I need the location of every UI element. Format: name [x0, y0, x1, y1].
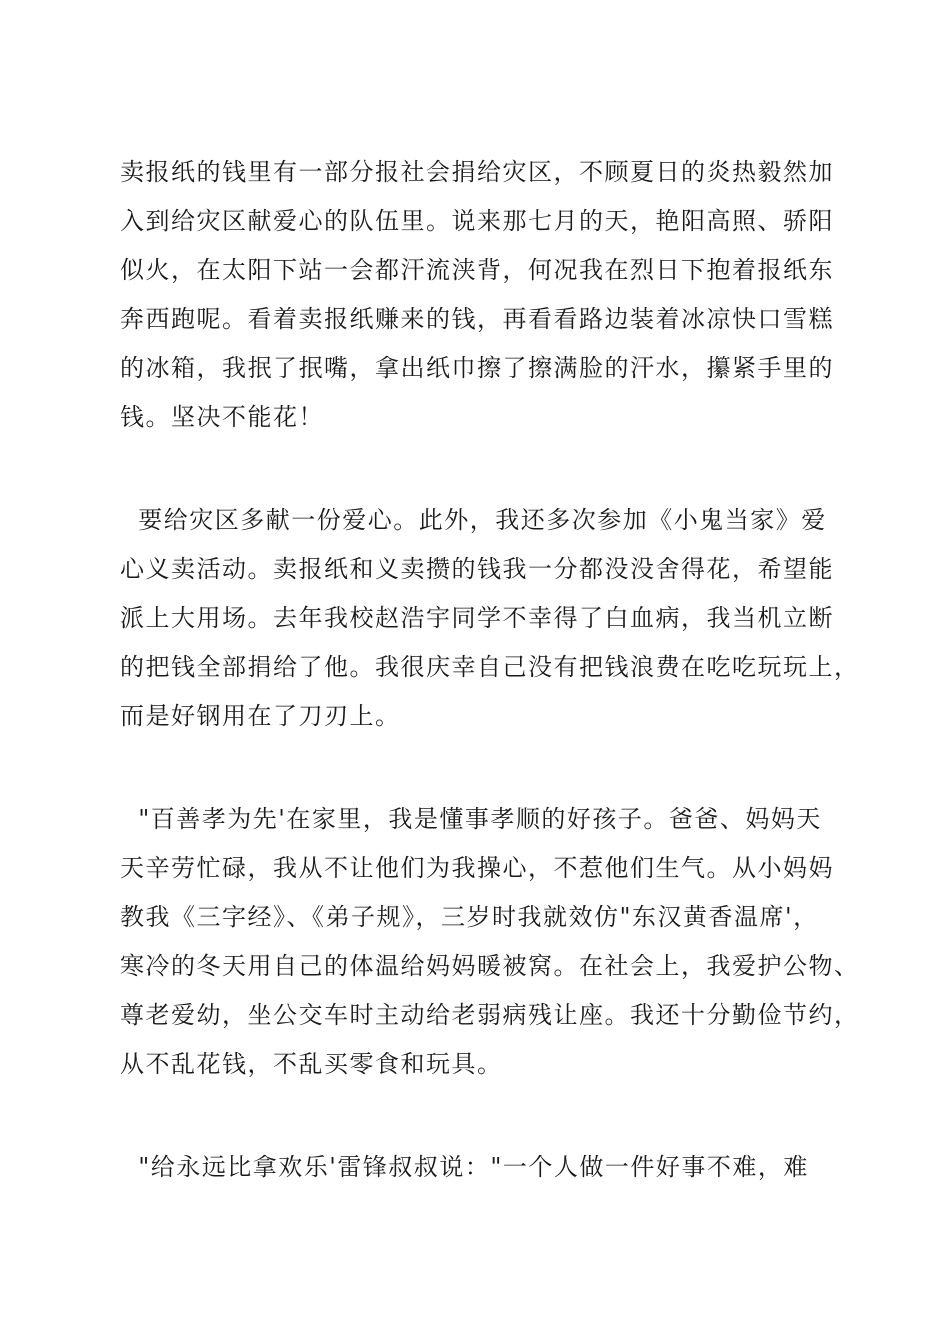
text-line: 似火，在太阳下站一会都汗流浃背，何况我在烈日下抱着报纸东 [120, 256, 834, 284]
paragraph-2 [120, 496, 860, 741]
text-line: 教我《三字经》、《弟子规》，三岁时我就效仿"东汉黄香温席'， [120, 903, 819, 931]
text-line: 钱。坚决不能花！ [120, 403, 324, 431]
text-line: "给永远比拿欢乐'雷锋叔叔说："一个人做一件好事不难，难 [120, 1153, 809, 1181]
text-line: 卖报纸的钱里有一部分报社会捐给灾区，不顾夏日的炎热毅然加 [120, 158, 834, 186]
paragraph-gap [120, 741, 840, 795]
paragraph-gap [120, 1089, 840, 1143]
text-line: 的把钱全部捐给了他。我很庆幸自己没有把钱浪费在吃吃玩玩上， [120, 653, 860, 681]
text-line: 而是好钢用在了刀刃上。 [120, 702, 401, 730]
text-line: 入到给灾区献爱心的队伍里。说来那七月的天，艳阳高照、骄阳 [120, 207, 834, 235]
paragraph-gap [120, 442, 840, 496]
text-line: 要给灾区多献一份爱心。此外，我还多次参加《小鬼当家》爱 [120, 506, 827, 534]
text-line: 从不乱花钱，不乱买零食和玩具。 [120, 1050, 503, 1078]
text-line: 奔西跑呢。看着卖报纸赚来的钱，再看看路边装着冰凉快口雪糕 [120, 305, 834, 333]
text-line: 的冰箱，我抿了抿嘴，拿出纸巾擦了擦满脸的汗水，攥紧手里的 [120, 354, 834, 382]
text-line: 天辛劳忙碌，我从不让他们为我操心，不惹他们生气。从小妈妈 [120, 854, 834, 882]
text-line: "百善孝为先'在家里，我是懂事孝顺的好孩子。爸爸、妈妈天 [120, 805, 822, 833]
text-line: 心义卖活动。卖报纸和义卖攒的钱我一分都没没舍得花，希望能 [120, 555, 834, 583]
text-line: 尊老爱幼，坐公交车时主动给老弱病残让座。我还十分勤俭节约， [120, 1001, 860, 1029]
paragraph-1 [120, 148, 840, 442]
paragraph-4 [120, 1143, 840, 1192]
text-line: 派上大用场。去年我校赵浩宇同学不幸得了白血病，我当机立断 [120, 604, 834, 632]
text-line: 寒冷的冬天用自己的体温给妈妈暖被窝。在社会上，我爱护公物、 [120, 952, 860, 980]
paragraph-3 [120, 795, 860, 1089]
document-body [120, 148, 860, 1192]
